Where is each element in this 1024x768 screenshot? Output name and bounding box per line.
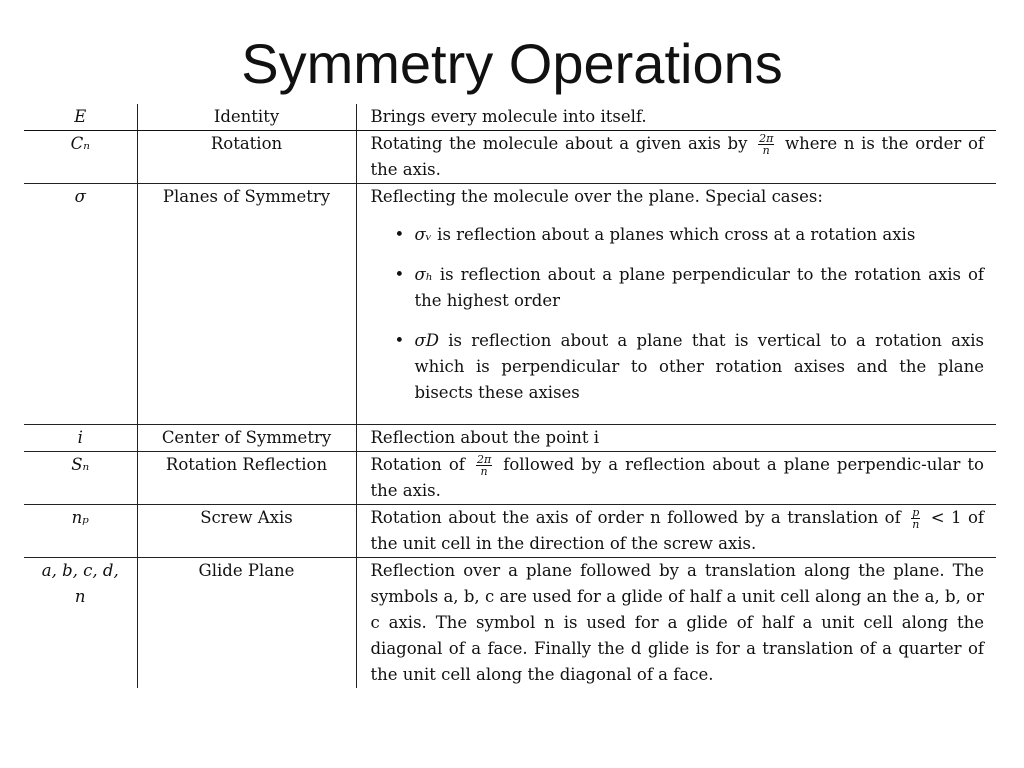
description-text: Reflecting the molecule over the plane. Special cases: [370, 187, 823, 206]
fraction-denominator: n [912, 518, 920, 531]
table-row [24, 131, 996, 184]
operation-description [356, 505, 996, 558]
list-item [401, 222, 985, 248]
fraction [911, 507, 920, 530]
special-cases-list [371, 222, 985, 406]
description-text: followed by a reflection about a plane perpendic-ular to the axis. [370, 455, 984, 500]
operation-symbol: nₚ [24, 505, 137, 558]
operation-symbol: a, b, c, d, n [41, 561, 119, 606]
fraction-denominator: n [480, 465, 488, 478]
description-text: Rotation of [370, 455, 465, 474]
table-row [24, 184, 996, 425]
operation-symbol: E [24, 104, 137, 131]
fraction-denominator: n [762, 144, 770, 157]
operation-name: Center of Symmetry [137, 425, 356, 452]
symmetry-operations-table [24, 104, 996, 688]
fraction-numerator: 2π [759, 132, 774, 145]
fraction-numerator: 2π [476, 453, 492, 466]
list-item [401, 328, 985, 406]
operation-description: Reflection over a plane followed by a translation along the plane. The symbols a, b, c are used for a glide of half a unit cell along an the a, b, or c axis. The symbol n is used for a glide of half a unit cell along the diagonal of a face. Finally the d glide is for a translation of a quarter of the unit cell along the diagonal of a face. [370, 561, 984, 684]
operation-symbol: Sₙ [24, 452, 137, 505]
operation-description [356, 184, 996, 425]
slide-title: Symmetry Operations [241, 32, 783, 95]
table-row [24, 505, 996, 558]
operation-name: Rotation Reflection [137, 452, 356, 505]
description-text: Rotating the molecule about a given axis by [370, 134, 748, 153]
operation-name: Glide Plane [137, 558, 356, 689]
table-row [24, 452, 996, 505]
case-symbol: σₕ [414, 265, 433, 284]
case-text: is reflection about a plane perpendicular to the rotation axis of the highest order [414, 265, 985, 310]
operation-description: Brings every molecule into itself. [356, 104, 996, 131]
table-row [24, 425, 996, 452]
list-item [401, 262, 985, 314]
fraction [476, 454, 492, 477]
fraction-numerator: p [912, 506, 920, 519]
operation-symbol: σ [24, 184, 137, 425]
operation-description [356, 131, 996, 184]
operation-description [356, 452, 996, 505]
table-row [24, 104, 996, 131]
operation-name: Rotation [137, 131, 356, 184]
description-text: where n is the order of the axis. [370, 134, 984, 179]
operation-symbol: Cₙ [24, 131, 137, 184]
operation-description: Reflection about the point i [356, 425, 996, 452]
case-symbol: σD [414, 331, 439, 350]
operation-symbol: i [24, 425, 137, 452]
table-row [24, 558, 996, 689]
description-text: Rotation about the axis of order n followed by a translation of [370, 508, 901, 527]
operation-name: Screw Axis [137, 505, 356, 558]
fraction [758, 133, 774, 156]
case-text: is reflection about a plane that is vertical to a rotation axis which is perpendicular to other rotation axises and the plane bisects these axises [414, 331, 984, 402]
description-text: < 1 of the unit cell in the direction of the screw axis. [370, 508, 984, 553]
operation-name: Planes of Symmetry [137, 184, 356, 425]
case-symbol: σᵥ [414, 225, 432, 244]
operation-name: Identity [137, 104, 356, 131]
case-text: is reflection about a planes which cross at a rotation axis [437, 225, 916, 244]
